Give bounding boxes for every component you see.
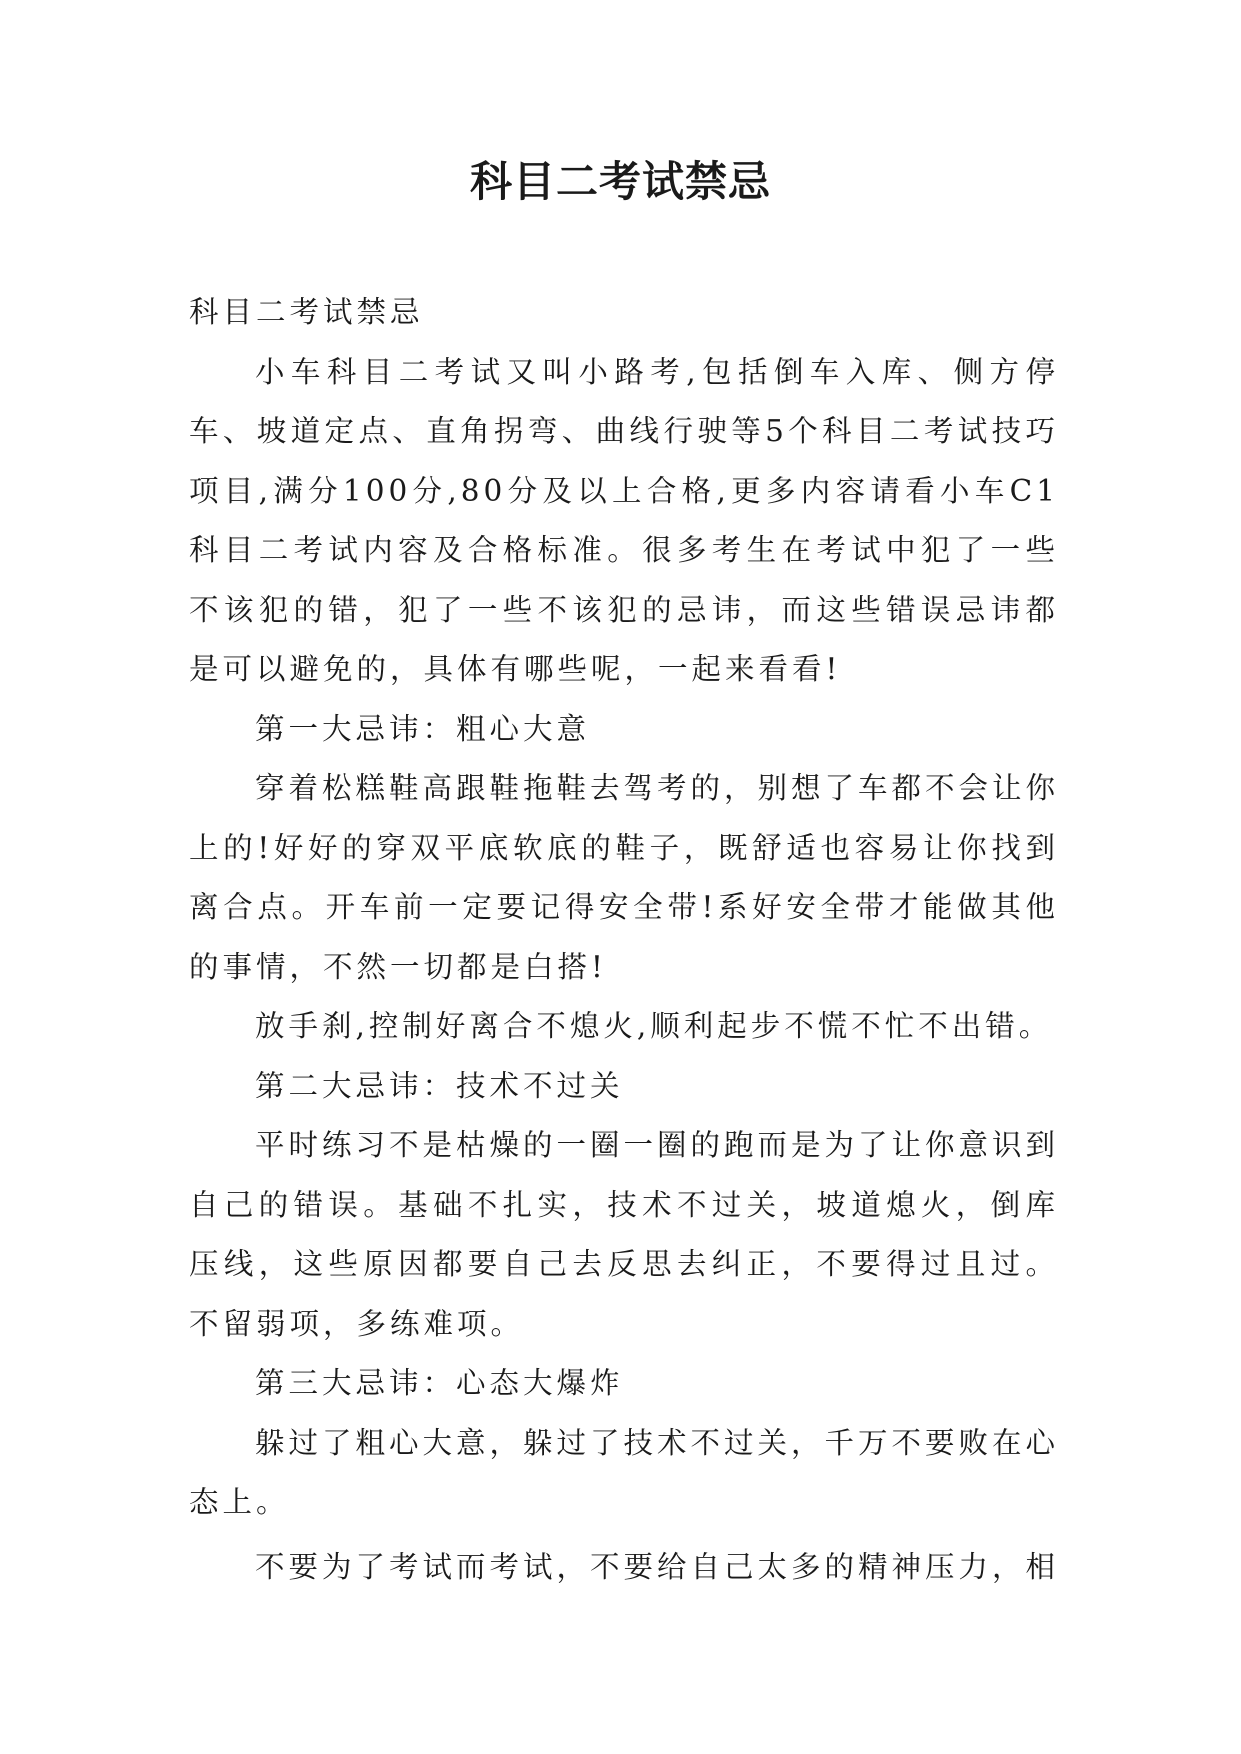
body-paragraph: 穿着松糕鞋高跟鞋拖鞋去驾考的，别想了车都不会让你上的!好好的穿双平底软底的鞋子，既舒适也容易让你找到离合点。开车前一定要记得安全带!系好安全带才能做其他的事情，不然一切都是白搭! <box>189 771 1060 984</box>
intro-paragraph: 小车科目二考试又叫小路考,包括倒车入库、侧方停车、坡道定点、直角拐弯、曲线行驶等5个科目二考试技巧项目,满分100分,80分及以上合格,更多内容请看小车C1科目二考试内容及合格标准。很多考生在考试中犯了一些不该犯的错，犯了一些不该犯的忌讳，而这些错误忌讳都是可以避免的，具体有哪些呢，一起来看看! <box>189 354 1059 686</box>
document-body <box>189 283 1059 1597</box>
section-heading-1: 第一大忌讳：粗心大意 <box>255 711 591 746</box>
body-paragraph: 躲过了粗心大意，躲过了技术不过关，千万不要败在心态上。 <box>189 1425 1060 1519</box>
section-heading-3: 第三大忌讳：心态大爆炸 <box>255 1366 624 1400</box>
body-paragraph: 平时练习不是枯燥的一圈一圈的跑而是为了让你意识到自己的错误。基础不扎实，技术不过关，坡道熄火，倒库压线，这些原因都要自己去反思去纠正，不要得过且过。不留弱项，多练难项。 <box>189 1128 1060 1341</box>
body-paragraph: 不要为了考试而考试，不要给自己太多的精神压力，相 <box>255 1549 1060 1584</box>
body-paragraph: 放手刹,控制好离合不熄火,顺利起步不慌不忙不出错。 <box>255 1009 1053 1043</box>
subtitle-paragraph: 科目二考试禁忌 <box>189 295 424 329</box>
document-title: 科目二考试禁忌 <box>469 157 771 206</box>
section-heading-2: 第二大忌讳：技术不过关 <box>255 1068 624 1103</box>
